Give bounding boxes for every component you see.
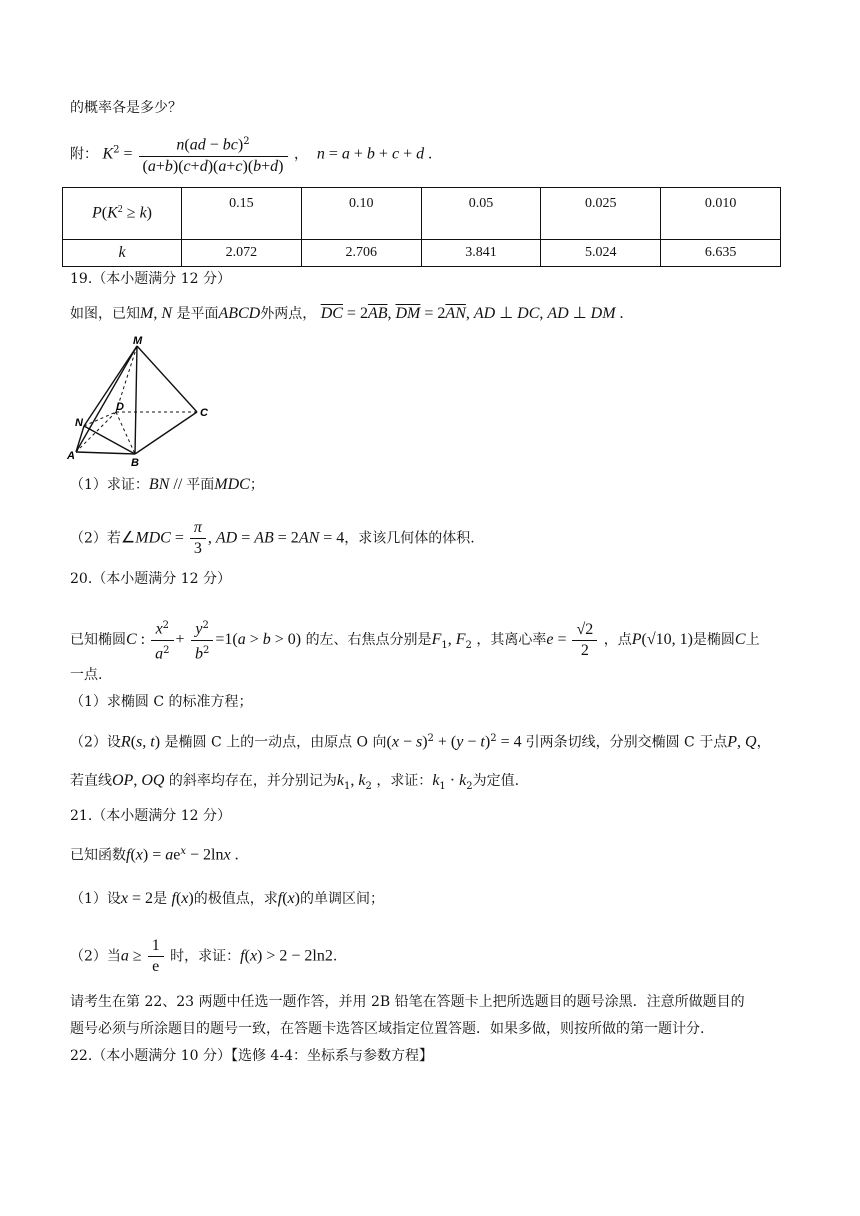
q19-part1: （1）求证：BN // 平面MDC； <box>70 476 264 493</box>
table-header-k: k <box>63 240 182 267</box>
table-cell: 2.706 <box>301 240 421 267</box>
k2-fraction: $\frac{n(ad - bc)^2}{(a+b)(c+d)(a+c)(b+d)}$ <box>139 132 288 177</box>
vertex-label: N <box>75 417 83 429</box>
notice-line-2: 题号必须与所涂题目的题号一致，在答题卡选答区域指定位置答题．如果多做，则按所做的第一题计分. <box>70 1021 705 1037</box>
table-cell: 0.10 <box>301 188 421 240</box>
table-cell: 2.072 <box>182 240 302 267</box>
q21-stem: 已知函数$f(x) = ae^x - 2\ln x$ . <box>70 846 239 864</box>
vertex-label: B <box>131 457 139 469</box>
q21-part1: （1）设x = 2是 f(x)的极值点，求f(x)的单调区间； <box>70 890 384 907</box>
table-cell: 0.05 <box>421 188 541 240</box>
notice-line-1: 请考生在第 22、23 两题中任选一题作答，并用 2B 铅笔在答题卡上把所选题目的题号涂黑．注意所做题目的 <box>70 994 745 1010</box>
table-cell: 6.635 <box>661 240 781 267</box>
q20-stem: 已知椭圆C : $\frac{x^2}{a^2}$ + $\frac{y^2}{b^2}$ =1(a > b > 0) 的左、右焦点分别是$F_1$, $F_2$ ，其离心率e = $\frac{√2}{2}$ ，点P(√10, 1)是椭圆C上 <box>70 616 760 664</box>
appendix-label: 附： <box>70 146 98 163</box>
q19-stem: 如图，已知M, N 是平面ABCD外两点， $\overline{DC} = 2\overline{AB}$, $\overline{DM} = 2\overline{AN}$, AD ⊥ DC, AD ⊥ DM . <box>70 305 624 322</box>
q19-part2: （2）若∠MDC = $\frac{\pi}{3}$ , AD = AB = 2AN = 4，求该几何体的体积. <box>70 519 475 557</box>
q19-header: 19.（本小题满分 12 分） <box>70 271 231 287</box>
table-cell: 0.010 <box>661 188 781 240</box>
q20-part2-cont: 若直线OP, OQ 的斜率均存在，并分别记为$k_1$, $k_2$ ，求证：$k_1 \cdot k_2$为定值. <box>70 772 520 792</box>
table-header-p: $P(K^2 \ge k)$ <box>63 188 182 240</box>
table-cell: 3.841 <box>421 240 541 267</box>
q22-header: 22.（本小题满分 10 分）【选修 4-4：坐标系与参数方程】 <box>70 1048 433 1064</box>
q21-part2: （2）当a ≥ $\frac{1}{e}$ 时，求证：f(x) > 2 − 2ln2. <box>70 937 338 975</box>
pyramid-figure <box>62 334 222 469</box>
k2-formula: 附： $K^2$ = $\frac{n(ad - bc)^2}{(a+b)(c+d)(a+c)(b+d)}$ ， n = a + b + c + d . <box>70 132 432 177</box>
q20-stem-cont: 一点. <box>70 667 103 683</box>
q20-part2: （2）设R(s, t) 是椭圆 C 上的一动点，由原点 O 向$(x - s)^2 + (y - t)^2 = 4$ 引两条切线，分别交椭圆 C 于点P, Q， <box>70 733 771 751</box>
vertex-label: D <box>116 401 124 413</box>
intro-text: 的概率各是多少？ <box>70 100 182 116</box>
vertex-label: M <box>133 335 143 347</box>
vertex-label: C <box>200 407 208 419</box>
table-cell: 0.025 <box>541 188 661 240</box>
table-cell: 0.15 <box>182 188 302 240</box>
q20-part1: （1）求椭圆 C 的标准方程； <box>70 694 253 710</box>
k2-critical-value-table <box>62 187 781 267</box>
q20-header: 20.（本小题满分 12 分） <box>70 571 231 587</box>
vertex-label: A <box>67 450 75 462</box>
q21-header: 21.（本小题满分 12 分） <box>70 808 231 824</box>
table-cell: 5.024 <box>541 240 661 267</box>
